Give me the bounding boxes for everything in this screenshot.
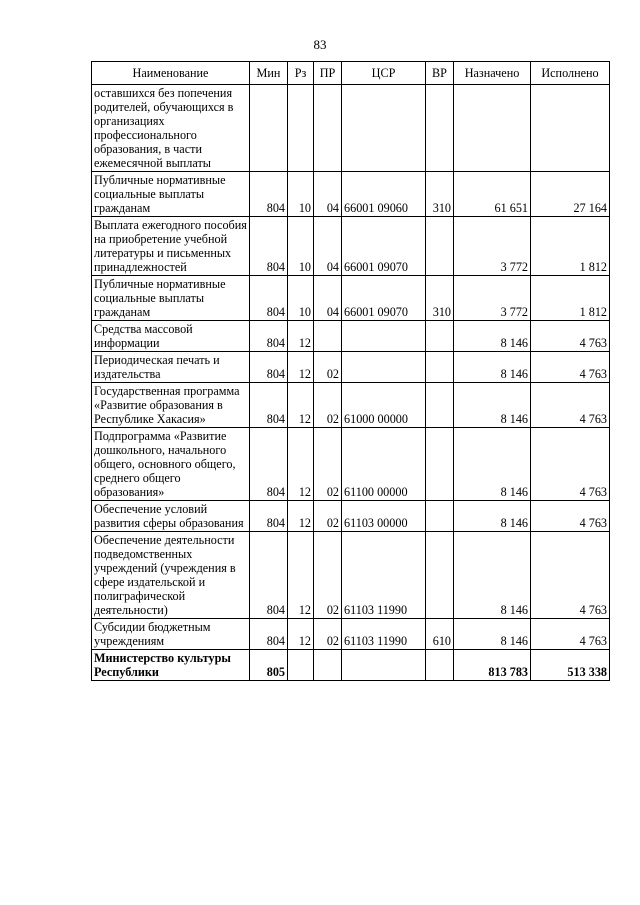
cell-vr bbox=[426, 321, 454, 352]
cell-rz: 10 bbox=[288, 217, 314, 276]
cell-executed: 4 763 bbox=[531, 532, 610, 619]
cell-vr: 610 bbox=[426, 619, 454, 650]
cell-pr bbox=[314, 650, 342, 681]
cell-rz: 12 bbox=[288, 619, 314, 650]
table-row bbox=[92, 352, 610, 383]
cell-pr: 02 bbox=[314, 501, 342, 532]
table-row bbox=[92, 619, 610, 650]
cell-vr bbox=[426, 428, 454, 501]
header-name: Наименование bbox=[92, 62, 250, 85]
cell-name: Обеспечение деятельности подведомственных учреждений (учреждения в сфере издательской и полиграфической деятельности) bbox=[92, 532, 250, 619]
table-row bbox=[92, 501, 610, 532]
cell-assigned: 3 772 bbox=[454, 217, 531, 276]
cell-pr: 02 bbox=[314, 383, 342, 428]
cell-name: Выплата ежегодного пособия на приобретение учебной литературы и письменных принадлежностей bbox=[92, 217, 250, 276]
cell-min: 804 bbox=[250, 276, 288, 321]
header-csr: ЦСР bbox=[342, 62, 426, 85]
cell-executed bbox=[531, 85, 610, 172]
cell-assigned: 8 146 bbox=[454, 501, 531, 532]
table-row bbox=[92, 276, 610, 321]
cell-rz bbox=[288, 85, 314, 172]
cell-pr: 02 bbox=[314, 352, 342, 383]
cell-csr: 61103 00000 bbox=[342, 501, 426, 532]
cell-min: 804 bbox=[250, 217, 288, 276]
cell-name: оставшихся без попечения родителей, обучающихся в организациях профессионального образования, в части ежемесячной выплаты bbox=[92, 85, 250, 172]
cell-vr: 310 bbox=[426, 172, 454, 217]
cell-name: Государственная программа «Развитие образования в Республике Хакасия» bbox=[92, 383, 250, 428]
cell-csr: 61103 11990 bbox=[342, 532, 426, 619]
cell-pr: 04 bbox=[314, 276, 342, 321]
cell-min: 804 bbox=[250, 428, 288, 501]
cell-pr bbox=[314, 321, 342, 352]
cell-executed: 4 763 bbox=[531, 352, 610, 383]
cell-csr: 61100 00000 bbox=[342, 428, 426, 501]
cell-vr bbox=[426, 532, 454, 619]
page-number: 83 bbox=[313, 37, 327, 52]
table-row bbox=[92, 172, 610, 217]
table-row bbox=[92, 428, 610, 501]
header-vr: ВР bbox=[426, 62, 454, 85]
cell-assigned: 8 146 bbox=[454, 321, 531, 352]
cell-assigned: 3 772 bbox=[454, 276, 531, 321]
cell-rz: 12 bbox=[288, 383, 314, 428]
cell-csr: 66001 09070 bbox=[342, 217, 426, 276]
cell-csr: 66001 09060 bbox=[342, 172, 426, 217]
table-row bbox=[92, 532, 610, 619]
cell-assigned: 8 146 bbox=[454, 619, 531, 650]
cell-rz: 12 bbox=[288, 352, 314, 383]
cell-name: Обеспечение условий развития сферы образования bbox=[92, 501, 250, 532]
cell-min: 804 bbox=[250, 383, 288, 428]
cell-vr: 310 bbox=[426, 276, 454, 321]
cell-pr: 02 bbox=[314, 428, 342, 501]
cell-assigned: 8 146 bbox=[454, 532, 531, 619]
cell-name: Субсидии бюджетным учреждениям bbox=[92, 619, 250, 650]
cell-min: 804 bbox=[250, 321, 288, 352]
table-row bbox=[92, 383, 610, 428]
header-rz: Рз bbox=[288, 62, 314, 85]
cell-vr bbox=[426, 383, 454, 428]
header-pr: ПР bbox=[314, 62, 342, 85]
cell-vr bbox=[426, 501, 454, 532]
cell-executed: 4 763 bbox=[531, 321, 610, 352]
table-header-row bbox=[92, 62, 610, 85]
table-row bbox=[92, 217, 610, 276]
cell-executed: 513 338 bbox=[531, 650, 610, 681]
cell-executed: 27 164 bbox=[531, 172, 610, 217]
table-row bbox=[92, 650, 610, 681]
cell-rz: 12 bbox=[288, 532, 314, 619]
cell-csr bbox=[342, 352, 426, 383]
cell-vr bbox=[426, 352, 454, 383]
cell-rz: 12 bbox=[288, 321, 314, 352]
cell-name: Подпрограмма «Развитие дошкольного, начального общего, основного общего, среднего общего образования» bbox=[92, 428, 250, 501]
cell-rz: 12 bbox=[288, 501, 314, 532]
cell-assigned: 813 783 bbox=[454, 650, 531, 681]
cell-assigned: 8 146 bbox=[454, 428, 531, 501]
header-assigned: Назначено bbox=[454, 62, 531, 85]
cell-min: 804 bbox=[250, 501, 288, 532]
cell-csr: 61000 00000 bbox=[342, 383, 426, 428]
cell-executed: 1 812 bbox=[531, 276, 610, 321]
cell-executed: 4 763 bbox=[531, 619, 610, 650]
cell-name: Публичные нормативные социальные выплаты гражданам bbox=[92, 172, 250, 217]
cell-csr: 61103 11990 bbox=[342, 619, 426, 650]
cell-pr bbox=[314, 85, 342, 172]
cell-executed: 4 763 bbox=[531, 428, 610, 501]
cell-csr bbox=[342, 85, 426, 172]
cell-csr bbox=[342, 650, 426, 681]
cell-csr: 66001 09070 bbox=[342, 276, 426, 321]
cell-min: 805 bbox=[250, 650, 288, 681]
cell-assigned bbox=[454, 85, 531, 172]
cell-pr: 02 bbox=[314, 619, 342, 650]
cell-executed: 1 812 bbox=[531, 217, 610, 276]
cell-name: Периодическая печать и издательства bbox=[92, 352, 250, 383]
cell-rz: 10 bbox=[288, 276, 314, 321]
table-row bbox=[92, 85, 610, 172]
cell-pr: 04 bbox=[314, 172, 342, 217]
cell-assigned: 8 146 bbox=[454, 383, 531, 428]
cell-vr bbox=[426, 85, 454, 172]
cell-min: 804 bbox=[250, 172, 288, 217]
cell-min bbox=[250, 85, 288, 172]
header-min: Мин bbox=[250, 62, 288, 85]
cell-rz: 12 bbox=[288, 428, 314, 501]
header-executed: Исполнено bbox=[531, 62, 610, 85]
cell-assigned: 8 146 bbox=[454, 352, 531, 383]
cell-pr: 04 bbox=[314, 217, 342, 276]
cell-pr: 02 bbox=[314, 532, 342, 619]
cell-name: Публичные нормативные социальные выплаты гражданам bbox=[92, 276, 250, 321]
cell-rz: 10 bbox=[288, 172, 314, 217]
cell-assigned: 61 651 bbox=[454, 172, 531, 217]
cell-executed: 4 763 bbox=[531, 501, 610, 532]
budget-table bbox=[91, 61, 610, 681]
cell-executed: 4 763 bbox=[531, 383, 610, 428]
table-row bbox=[92, 321, 610, 352]
cell-csr bbox=[342, 321, 426, 352]
cell-name: Средства массовой информации bbox=[92, 321, 250, 352]
cell-name: Министерство культуры Республики bbox=[92, 650, 250, 681]
cell-vr bbox=[426, 217, 454, 276]
cell-rz bbox=[288, 650, 314, 681]
cell-min: 804 bbox=[250, 619, 288, 650]
cell-min: 804 bbox=[250, 352, 288, 383]
cell-min: 804 bbox=[250, 532, 288, 619]
cell-vr bbox=[426, 650, 454, 681]
